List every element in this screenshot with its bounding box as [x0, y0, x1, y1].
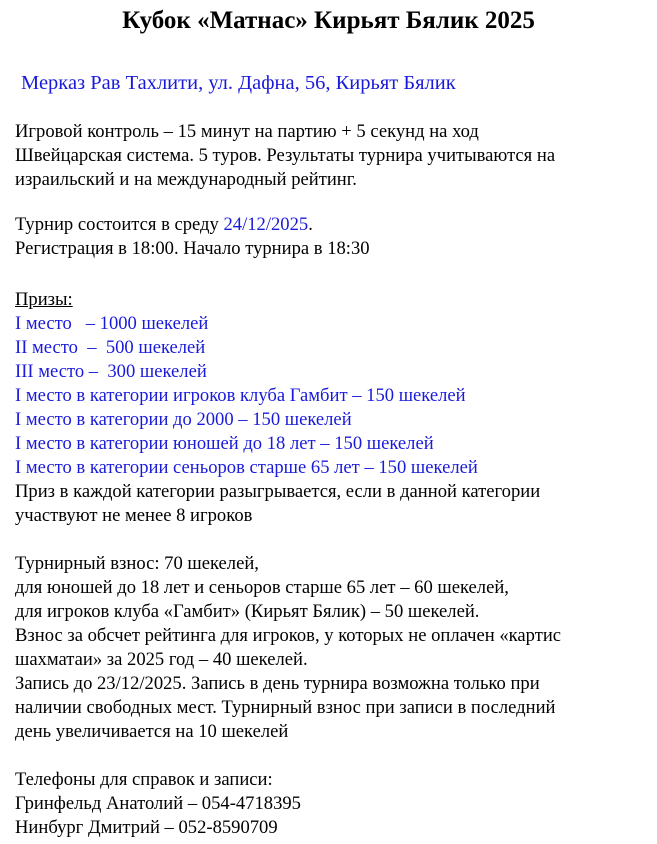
prize-item: III место – 300 шекелей — [15, 361, 207, 382]
contact-person: Гринфельд Анатолий – 054-4718395 — [15, 793, 301, 814]
prize-item: I место в категории юношей до 18 лет – 150 шекелей — [15, 433, 434, 454]
date-suffix: . — [308, 214, 313, 235]
prize-item: I место в категории сеньоров старше 65 лет – 150 шекелей — [15, 457, 478, 478]
prize-item: I место – 1000 шекелей — [15, 313, 209, 334]
rules-line: Игровой контроль – 15 минут на партию + 5 секунд на ход — [15, 121, 479, 142]
prizes-heading: Призы: — [15, 289, 73, 310]
fees-section — [15, 552, 561, 744]
fee-line: для игроков клуба «Гамбит» (Кирьят Бялик) – 50 шекелей. — [15, 601, 480, 622]
prize-item: I место в категории до 2000 – 150 шекелей — [15, 409, 352, 430]
fee-line: Турнирный взнос: 70 шекелей, — [15, 553, 259, 574]
rules-section — [15, 120, 555, 192]
fee-line: шахматаи» за 2025 год – 40 шекелей. — [15, 649, 308, 670]
fee-line: Запись до 23/12/2025. Запись в день турнира возможна только при — [15, 673, 540, 694]
venue-address: Мерказ Рав Тахлити, ул. Дафна, 56, Кирьят Бялик — [21, 72, 456, 94]
contact-person: Нинбург Дмитрий – 052-8590709 — [15, 817, 278, 838]
contacts-heading: Телефоны для справок и записи: — [15, 769, 273, 790]
prizes-section — [15, 288, 540, 528]
registration-line: Регистрация в 18:00. Начало турнира в 18:30 — [15, 238, 370, 259]
fee-line: для юношей до 18 лет и сеньоров старше 65 лет – 60 шекелей, — [15, 577, 509, 598]
date-prefix: Турнир состоится в среду — [15, 214, 224, 235]
rules-line: израильский и на международный рейтинг. — [15, 169, 357, 190]
tournament-date-line — [15, 213, 370, 237]
fee-line: наличии свободных мест. Турнирный взнос при записи в последний — [15, 697, 556, 718]
rules-line: Швейцарская система. 5 туров. Результаты турнира учитываются на — [15, 145, 556, 166]
page-title: Кубок «Матнас» Кирьят Бялик 2025 — [122, 7, 535, 34]
prize-note: участвуют не менее 8 игроков — [15, 505, 253, 526]
contacts-section — [15, 768, 301, 840]
prize-note: Приз в каждой категории разыгрывается, если в данной категории — [15, 481, 541, 502]
fee-line: Взнос за обсчет рейтинга для игроков, у которых не оплачен «картис — [15, 625, 562, 646]
schedule-section — [15, 213, 370, 261]
fee-line: день увеличивается на 10 шекелей — [15, 721, 289, 742]
prize-item: II место – 500 шекелей — [15, 337, 206, 358]
tournament-date: 24/12/2025 — [223, 214, 309, 235]
prize-item: I место в категории игроков клуба Гамбит – 150 шекелей — [15, 385, 466, 406]
